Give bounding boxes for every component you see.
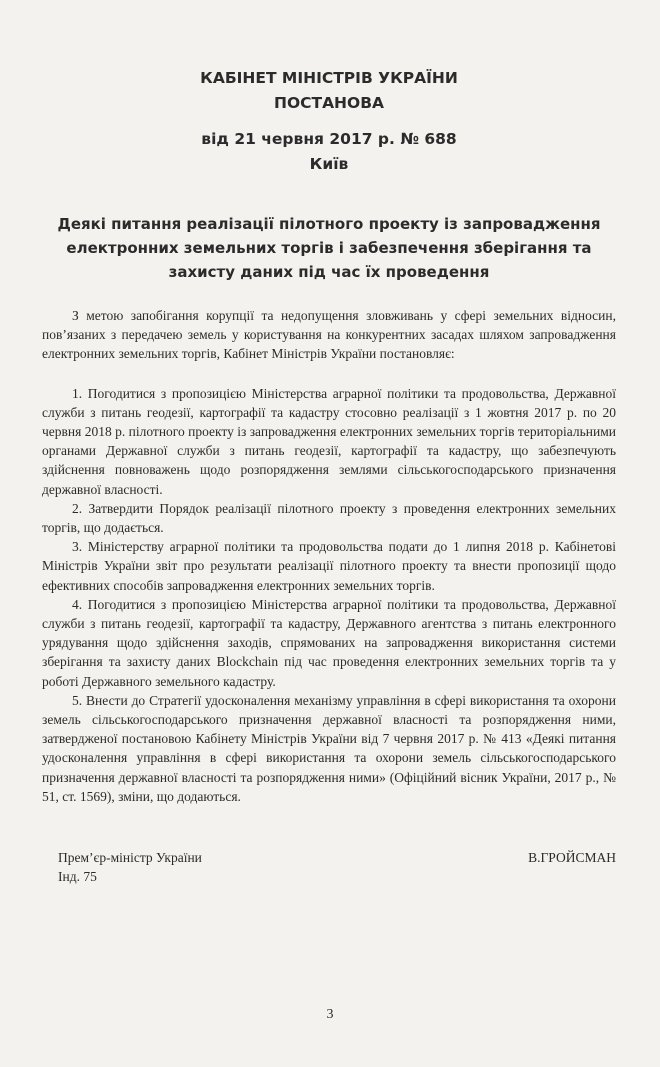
item-paragraph: 4. Погодитися з пропозицією Міністерства аграрної політики та продовольства, Державної служби з питань геодезії, картографії та кадастру, Державного агентства з питань електронного урядування щодо здійснення заходів, спрямованих на запровадження використання системи зберігання та захисту даних Blockchain під час проведення електронних земельних торгів та у роботі Державного земельного кадастру. xyxy=(42,596,616,689)
intro-paragraph: З метою запобігання корупції та недопущення зловживань у сфері земельних відносин, пов’язаних з передачею земель у користування на конкурентних засадах шляхом запровадження електронних земельних торгів, Кабінет Міністрів України постановляє: xyxy=(42,308,616,362)
item-paragraph: 1. Погодитися з пропозицією Міністерства аграрної політики та продовольства, Державної служби з питань геодезії, картографії та кадастру стосовно реалізації з 1 жовтня 2017 р. по 20 червня 2018 р. пілотного проекту із запровадження електронних земельних торгів територіальними органами Державної служби з питань геодезії, картографії та кадастру, що забезпечують здійснення повноважень щодо розпорядження землями сільськогосподарського призначення державної власності. xyxy=(42,385,616,497)
signature-left xyxy=(58,848,202,886)
document-type-heading: ПОСТАНОВА xyxy=(273,94,385,112)
signatory-position: Прем’єр-міністр України xyxy=(58,850,202,866)
item-paragraph: 2. Затвердити Порядок реалізації пілотного проекту з проведення електронних земельних торгів, що додається. xyxy=(42,500,616,536)
signatory-name: В.ГРОЙСМАН xyxy=(528,850,616,866)
item-paragraph: 3. Міністерству аграрної політики та продовольства подати до 1 липня 2018 р. Кабінетові Міністрів України звіт про результати реалізації пілотного проекту та внести пропозиції щодо ефективних способів запровадження електронних земельних торгів. xyxy=(42,539,616,593)
date-number: від 21 червня 2017 р. № 688 xyxy=(201,130,457,148)
document-body xyxy=(42,306,616,806)
document-index: Інд. 75 xyxy=(58,869,97,885)
page-number: 3 xyxy=(326,1007,334,1022)
city: Київ xyxy=(309,155,349,173)
document-page xyxy=(0,67,660,1067)
document-title: Деякі питання реалізації пілотного проекту із запровадження електронних земельних торгів і забезпечення зберігання та захисту даних під час їх проведення xyxy=(57,215,601,281)
signature-block xyxy=(42,848,616,886)
organization-heading: КАБІНЕТ МІНІСТРІВ УКРАЇНИ xyxy=(200,69,458,87)
item-paragraph: 5. Внести до Стратегії удосконалення механізму управління в сфері використання та охорони земель сільськогосподарського призначення державної власності та розпорядження ними, затвердженої постановою Кабінету Міністрів України від 7 червня 2017 р. № 413 «Деякі питання удосконалення управління в сфері використання та охорони земель сільськогосподарського призначення державної власності та розпорядження ними» (Офіційний вісник України, 2017 р., № 51, ст. 1569), зміни, що додаються. xyxy=(42,692,616,804)
